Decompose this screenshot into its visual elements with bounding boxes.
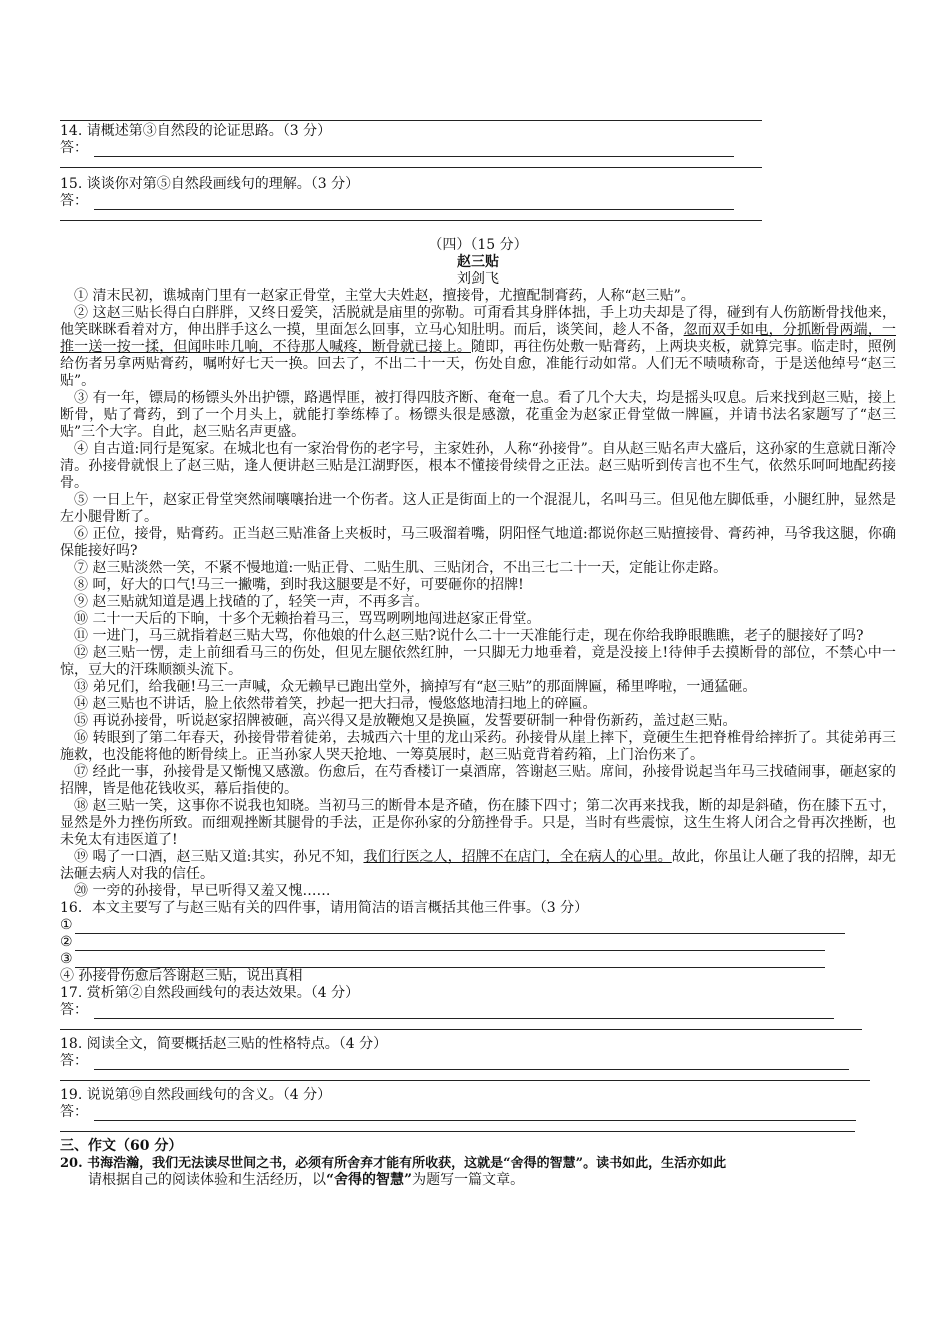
answer-18[interactable] (60, 1053, 896, 1070)
question-18: 18. 阅读全文，简要概括赵三贴的性格特点。（4 分） (60, 1036, 388, 1052)
answer-line[interactable] (75, 920, 845, 934)
paragraph: ④ 自古道:同行是冤家。在城北也有一家治骨伤的老字号，主家姓孙，人称“孙接骨”。自从赵三贴名声大盛后，这孙家的生意就日渐冷清。孙接骨就恨上了赵三贴，逢人便讲赵三贴是江湖野医，根本不懂接骨续骨之正法。赵三贴听到传言也不生气，依然乐呵呵地配药接骨。 (60, 441, 896, 491)
item-number: ① (60, 917, 73, 933)
question-19: 19. 说说第⑲自然段画线句的含义。（4 分） (60, 1087, 332, 1103)
question-16: 16．本文主要写了与赵三贴有关的四件事，请用简洁的语言概括其他三件事。（3 分） (60, 900, 589, 916)
paragraph: ⑭ 赵三贴也不讲话，脸上依然带着笑，抄起一把大扫帚，慢悠悠地清扫地上的碎匾。 (74, 696, 597, 712)
section-3-heading: 三、作文（60 分） (60, 1138, 183, 1154)
answer-16-2[interactable] (60, 934, 896, 951)
answer-label: 答： (60, 1104, 88, 1120)
paragraph: ⑦ 赵三贴淡然一笑，不紧不慢地道:一贴正骨、二贴生肌、三贴闭合，不出三七二十一天，定能让你走路。 (74, 560, 728, 576)
paragraph: ⑩ 二十一天后的下晌，十多个无赖抬着马三，骂骂咧咧地闯进赵家正骨堂。 (74, 611, 541, 627)
essay-topic: “舍得的智慧” (326, 1172, 413, 1188)
paragraph: ⑱ 赵三贴一笑，这事你不说我也知晓。当初马三的断骨本是齐碴，伤在膝下四寸；第二次再来找我，断的却是斜碴，伤在膝下五寸，显然是外力挫伤所致。而细观挫断其腿骨的手法，正是你孙家的分筋挫骨手。只是，当时有些震惊，这生生将人闭合之骨再次挫断，也未免太有违医道了! (60, 798, 896, 848)
answer-line[interactable] (60, 157, 762, 168)
paragraph: ⑤ 一日上午，赵家正骨堂突然闹嚷嚷抬进一个伤者。这人正是街面上的一个混混儿，名叫马三。但见他左脚低垂，小腿红肿，显然是左小腿骨断了。 (60, 492, 896, 525)
answer-label: 答： (60, 193, 88, 209)
answer-15[interactable] (60, 193, 896, 210)
top-rule (60, 120, 762, 121)
underlined-sentence: 忽而双手如电，分抓断骨两端，一推一送一按一揉，但闻咔咔几响，不待那人喊疼，断骨就已接上。 (60, 322, 897, 355)
answer-line[interactable] (75, 937, 825, 951)
answer-16-3[interactable] (60, 951, 896, 968)
paragraph: ③ 有一年，镖局的杨镖头外出护镖，路遇悍匪，被打得四肢齐断、奄奄一息。看了几个大夫，均是摇头叹息。后来找到赵三贴，接上断骨，贴了膏药，到了一个月头上，就能打拳练棒了。杨镖头很是感激，花重金为赵家正骨堂做一牌匾，并请书法名家题写了“赵三贴”三个大字。自此，赵三贴名声更盛。 (60, 390, 896, 440)
paragraph: ⑨ 赵三贴就知道是遇上找碴的了，轻笑一声，不再多言。 (74, 594, 429, 610)
answer-line[interactable] (94, 143, 734, 157)
paragraph: ⑰ 经此一事，孙接骨是又惭愧又感激。伤愈后，在芍香楼订一桌酒席，答谢赵三贴。席间，孙接骨说起当年马三找碴闹事，砸赵家的招牌，皆是他花钱收买，幕后指使的。 (60, 764, 896, 797)
paragraph: ⑫ 赵三贴一愣，走上前细看马三的伤处，但见左腿依然红肿，一只脚无力地垂着，竟是没接上!待伸手去摸断骨的部位，不禁心中一惊，豆大的汗珠顺额头流下。 (60, 645, 896, 678)
item-number: ② (60, 934, 73, 950)
question-20-line-1: 20. 书海浩瀚，我们无法读尽世间之书，必须有所舍弃才能有所收获，这就是“舍得的智慧”。读书如此，生活亦如此 (60, 1156, 727, 1171)
answer-line[interactable] (60, 210, 762, 221)
item-number: ③ (60, 951, 73, 967)
answer-line[interactable] (94, 1005, 834, 1019)
answer-label: 答： (60, 1002, 88, 1018)
answer-line[interactable] (75, 954, 825, 968)
answer-line[interactable] (94, 1056, 849, 1070)
answer-line[interactable] (60, 1070, 870, 1081)
answer-14[interactable] (60, 140, 896, 157)
answer-label: 答： (60, 1053, 88, 1069)
question-14: 14. 请概述第③自然段的论证思路。（3 分） (60, 123, 332, 139)
paragraph: ⑪ 一进门，马三就指着赵三贴大骂，你他娘的什么赵三贴?说什么二十一天准能行走，现在你给我睁眼瞧瞧，老子的腿接好了吗? (74, 628, 864, 644)
section-heading: （四）（15 分） (428, 237, 528, 253)
article-body (60, 288, 896, 900)
paragraph: ⑥ 正位，接骨，贴膏药。正当赵三贴准备上夹板时，马三吸溜着嘴，阴阳怪气地道:都说你赵三贴擅接骨、膏药神，马爷我这腿，你确保能接好吗? (60, 526, 896, 559)
underlined-sentence: 我们行医之人，招牌不在店门，全在病人的心里。 (363, 849, 672, 865)
paragraph: ② 这赵三贴长得白白胖胖，又终日爱笑，活脱就是庙里的弥勒。可甭看其身胖体拙，手上功夫却是了得，碰到有人伤筋断骨找他来，他笑眯眯看着对方，伸出胖手这么一摸，里面怎么回事，立马心知肚明。而后，谈笑间，趁人不备，忽而双手如电，分抓断骨两端，一推一送一按一揉，但闻咔咔几响，不待那人喊疼，断骨就已接上。随即，再往伤处敷一贴膏药，上两块夹板，就算完事。临走时，照例给伤者另拿两贴膏药，嘱咐好七天一换。回去了，不出二十一天，伤处自愈，准能行动如常。人们无不啧啧称奇，于是送他绰号“赵三贴”。 (60, 305, 897, 389)
answer-16-1[interactable] (60, 917, 896, 934)
question-20-line-2: 请根据自己的阅读体验和生活经历，以“舍得的智慧”为题写一篇文章。 (88, 1172, 525, 1188)
article-title: 赵三贴 (457, 254, 499, 270)
question-17: 17. 赏析第②自然段画线句的表达效果。（4 分） (60, 985, 360, 1001)
paragraph: ⑬ 弟兄们，给我砸!马三一声喊，众无赖早已跑出堂外，摘掉写有“赵三贴”的那面牌匾，稀里哗啦，一通猛砸。 (74, 679, 757, 695)
paragraph: ⑧ 呵，好大的口气!马三一撇嘴，到时我这腿要是不好，可要砸你的招牌! (74, 577, 524, 593)
answer-19[interactable] (60, 1104, 896, 1121)
answer-line[interactable] (94, 196, 734, 210)
paragraph: ⑳ 一旁的孙接骨，早已听得又羞又愧…… (74, 883, 331, 899)
article-author: 刘剑飞 (457, 271, 499, 287)
answer-label: 答： (60, 140, 88, 156)
paragraph: ① 清末民初，谯城南门里有一赵家正骨堂，主堂大夫姓赵，擅接骨，尤擅配制膏药，人称“赵三贴”。 (74, 288, 695, 304)
paragraph: ⑯ 转眼到了第二年春天，孙接骨带着徒弟，去城西六十里的龙山采药。孙接骨从崖上摔下，竟硬生生把脊椎骨给摔折了。其徒弟再三施救，也没能将他的断骨续上。正当孙家人哭天抢地、一筹莫展时，赵三贴竟背着药箱，上门治伤来了。 (60, 730, 896, 763)
answer-17[interactable] (60, 1002, 896, 1019)
paragraph: ⑲ 喝了一口酒，赵三贴又道:其实，孙兄不知，我们行医之人，招牌不在店门，全在病人的心里。故此，你虽让人砸了我的招牌，却无法砸去病人对我的信任。 (60, 849, 897, 882)
question-15: 15. 谈谈你对第⑤自然段画线句的理解。（3 分） (60, 176, 360, 192)
answer-line[interactable] (60, 1121, 855, 1132)
answer-line[interactable] (60, 1019, 862, 1030)
exam-page (60, 0, 896, 1189)
answer-line[interactable] (94, 1107, 856, 1121)
paragraph: ⑮ 再说孙接骨，听说赵家招牌被砸，高兴得又是放鞭炮又是换匾，发誓要研制一种骨伤新药，盖过赵三贴。 (74, 713, 737, 729)
answer-16-4: ④ 孙接骨伤愈后答谢赵三贴，说出真相 (60, 968, 303, 984)
